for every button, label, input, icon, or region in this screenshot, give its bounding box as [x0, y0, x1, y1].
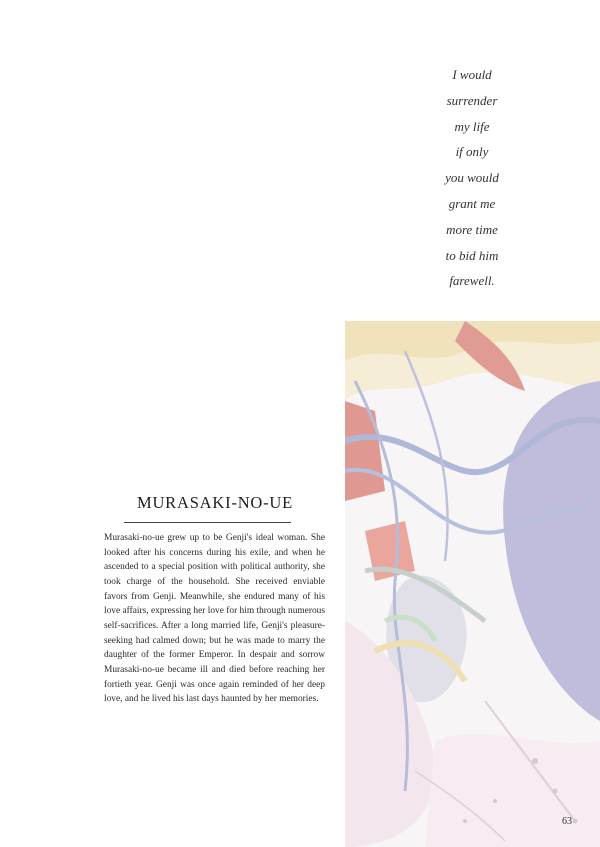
- poem-line: farewell.: [449, 273, 495, 289]
- poem-line: if only: [455, 144, 489, 160]
- section-title: MURASAKI-NO-UE: [136, 493, 294, 512]
- poem-line: you would: [445, 170, 499, 186]
- poem-line: grant me: [448, 195, 496, 211]
- title-divider: [124, 522, 291, 523]
- page-number: 63: [562, 816, 572, 827]
- poem-line: more time: [446, 221, 498, 237]
- illustration: [345, 321, 600, 847]
- poem: [400, 62, 544, 294]
- section-body: Murasaki-no-ue grew up to be Genji's ideal woman. She looked after his concerns during his exile, and when he ascended to a special position with political authority, she took charge of the household. She received enviable favors from Genji. Meanwhile, she endured many of his love affairs, expressing her love for him through numerous self-sacrifices. After a long married life, Genji's pleasure-seeking had calmed down; but he was made to marry the daughter of the former Emperor. In despair and sorrow Murasaki-no-ue became ill and died before reaching her fortieth year. Genji was once again reminded of her deep love, and he lived his last days haunted by her memories.: [104, 533, 325, 705]
- poem-line: I would: [452, 67, 492, 82]
- poem-line: to bid him: [445, 247, 499, 263]
- illustration-artwork: [345, 321, 600, 847]
- poem-line: surrender: [446, 92, 498, 108]
- poem-line: my life: [454, 118, 490, 134]
